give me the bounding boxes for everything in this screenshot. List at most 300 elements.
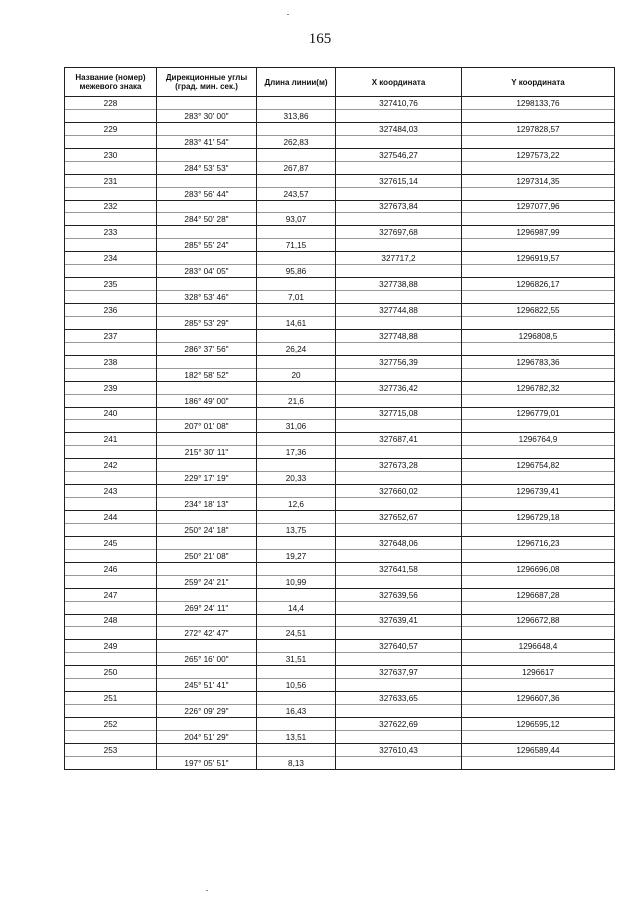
marker-name-cell [65,265,157,278]
table-row [65,394,615,407]
x-coordinate-cell: 327648,06 [336,536,462,549]
header-y-coordinate: Y координата [462,68,615,97]
line-length-cell [257,174,336,187]
line-length-cell [257,304,336,317]
marker-name-cell: 231 [65,174,157,187]
direction-angle-cell: 283° 04' 05" [157,265,257,278]
direction-angle-cell [157,511,257,524]
y-coordinate-cell: 1296648,4 [462,640,615,653]
x-coordinate-cell [336,291,462,304]
x-coordinate-cell: 327715,08 [336,407,462,420]
line-length-cell [257,226,336,239]
table-row [65,511,615,524]
y-coordinate-cell [462,523,615,536]
x-coordinate-cell [336,420,462,433]
line-length-cell [257,485,336,498]
table-row [65,174,615,187]
marker-name-cell [65,549,157,562]
marker-name-cell [65,472,157,485]
line-length-cell [257,536,336,549]
marker-name-cell [65,342,157,355]
y-coordinate-cell: 1296782,32 [462,381,615,394]
line-length-cell: 10,99 [257,575,336,588]
marker-name-cell: 238 [65,355,157,368]
y-coordinate-cell [462,239,615,252]
y-coordinate-cell [462,601,615,614]
line-length-cell: 13,51 [257,730,336,743]
y-coordinate-cell [462,549,615,562]
line-length-cell: 14,61 [257,316,336,329]
table-row [65,730,615,743]
marker-name-cell [65,187,157,200]
direction-angle-cell [157,329,257,342]
marker-name-cell: 244 [65,511,157,524]
x-coordinate-cell [336,265,462,278]
direction-angle-cell: 229° 17' 19" [157,472,257,485]
direction-angle-cell [157,536,257,549]
y-coordinate-cell [462,316,615,329]
x-coordinate-cell: 327484,03 [336,122,462,135]
x-coordinate-cell [336,523,462,536]
x-coordinate-cell [336,498,462,511]
line-length-cell [257,355,336,368]
y-coordinate-cell: 1296687,28 [462,588,615,601]
line-length-cell: 267,87 [257,161,336,174]
x-coordinate-cell [336,549,462,562]
marker-name-cell [65,420,157,433]
direction-angle-cell: 284° 50' 28" [157,213,257,226]
line-length-cell: 7,01 [257,291,336,304]
y-coordinate-cell: 1296672,88 [462,614,615,627]
y-coordinate-cell: 1296822,55 [462,304,615,317]
table-row [65,407,615,420]
line-length-cell: 313,86 [257,109,336,122]
direction-angle-cell [157,304,257,317]
line-length-cell [257,692,336,705]
y-coordinate-cell: 1296779,01 [462,407,615,420]
y-coordinate-cell [462,498,615,511]
marker-name-cell: 243 [65,485,157,498]
x-coordinate-cell: 327744,88 [336,304,462,317]
x-coordinate-cell: 327546,27 [336,148,462,161]
line-length-cell: 19,27 [257,549,336,562]
marker-name-cell: 250 [65,666,157,679]
direction-angle-cell [157,562,257,575]
x-coordinate-cell: 327633,65 [336,692,462,705]
y-coordinate-cell: 1296919,57 [462,252,615,265]
marker-name-cell [65,627,157,640]
table-row [65,627,615,640]
table-row [65,239,615,252]
marker-name-cell: 239 [65,381,157,394]
direction-angle-cell [157,381,257,394]
direction-angle-cell [157,226,257,239]
x-coordinate-cell: 327717,2 [336,252,462,265]
line-length-cell [257,666,336,679]
y-coordinate-cell: 1296783,36 [462,355,615,368]
marker-name-cell: 240 [65,407,157,420]
table-row [65,135,615,148]
table-row [65,342,615,355]
marker-name-cell: 230 [65,148,157,161]
x-coordinate-cell: 327673,84 [336,200,462,213]
line-length-cell: 13,75 [257,523,336,536]
direction-angle-cell: 182° 58' 52" [157,368,257,381]
marker-name-cell: 252 [65,718,157,731]
x-coordinate-cell: 327637,97 [336,666,462,679]
line-length-cell: 243,57 [257,187,336,200]
table-row [65,459,615,472]
direction-angle-cell: 250° 21' 08" [157,549,257,562]
table-row [65,692,615,705]
x-coordinate-cell: 327410,76 [336,97,462,110]
direction-angle-cell [157,97,257,110]
marker-name-cell: 229 [65,122,157,135]
x-coordinate-cell: 327640,57 [336,640,462,653]
x-coordinate-cell: 327639,41 [336,614,462,627]
y-coordinate-cell [462,161,615,174]
y-coordinate-cell: 1296754,82 [462,459,615,472]
y-coordinate-cell: 1296764,9 [462,433,615,446]
table-row [65,640,615,653]
direction-angle-cell: 215° 30' 11" [157,446,257,459]
table-row [65,252,615,265]
line-length-cell: 31,51 [257,653,336,666]
table-row [65,304,615,317]
marker-name-cell [65,523,157,536]
table-row [65,549,615,562]
direction-angle-cell: 259° 24' 21" [157,575,257,588]
x-coordinate-cell [336,213,462,226]
marker-name-cell: 236 [65,304,157,317]
x-coordinate-cell [336,730,462,743]
x-coordinate-cell [336,679,462,692]
marker-name-cell [65,730,157,743]
line-length-cell [257,407,336,420]
x-coordinate-cell [336,575,462,588]
direction-angle-cell: 250° 24' 18" [157,523,257,536]
marker-name-cell [65,316,157,329]
line-length-cell: 93,07 [257,213,336,226]
line-length-cell: 12,6 [257,498,336,511]
y-coordinate-cell [462,394,615,407]
direction-angle-cell [157,692,257,705]
x-coordinate-cell [336,446,462,459]
x-coordinate-cell [336,472,462,485]
y-coordinate-cell [462,368,615,381]
direction-angle-cell [157,614,257,627]
direction-angle-cell [157,433,257,446]
marker-name-cell [65,291,157,304]
line-length-cell [257,511,336,524]
y-coordinate-cell [462,342,615,355]
line-length-cell: 24,51 [257,627,336,640]
direction-angle-cell: 272° 42' 47" [157,627,257,640]
marker-name-cell [65,601,157,614]
direction-angle-cell [157,666,257,679]
direction-angle-cell [157,407,257,420]
x-coordinate-cell [336,705,462,718]
y-coordinate-cell: 1297828,57 [462,122,615,135]
table-row [65,536,615,549]
y-coordinate-cell [462,679,615,692]
x-coordinate-cell [336,601,462,614]
line-length-cell [257,329,336,342]
direction-angle-cell [157,122,257,135]
direction-angle-cell [157,174,257,187]
y-coordinate-cell: 1296808,5 [462,329,615,342]
direction-angle-cell [157,459,257,472]
y-coordinate-cell [462,575,615,588]
table-row [65,743,615,756]
x-coordinate-cell: 327736,42 [336,381,462,394]
table-row [65,187,615,200]
marker-name-cell [65,653,157,666]
y-coordinate-cell [462,627,615,640]
table-row [65,523,615,536]
marker-name-cell [65,394,157,407]
marker-name-cell: 232 [65,200,157,213]
header-direction-angle: Дирекционные углы (град. мин. сек.) [157,68,257,97]
table-row [65,265,615,278]
direction-angle-cell: 265° 16' 00" [157,653,257,666]
marker-name-cell [65,239,157,252]
x-coordinate-cell [336,653,462,666]
marker-name-cell [65,705,157,718]
line-length-cell: 95,86 [257,265,336,278]
direction-angle-cell [157,743,257,756]
marker-name-cell: 234 [65,252,157,265]
table-row [65,200,615,213]
direction-angle-cell: 286° 37' 56" [157,342,257,355]
marker-name-cell [65,213,157,226]
direction-angle-cell: 285° 53' 29" [157,316,257,329]
line-length-cell [257,640,336,653]
line-length-cell: 16,43 [257,705,336,718]
y-coordinate-cell [462,446,615,459]
y-coordinate-cell [462,705,615,718]
scan-speck-bottom [206,890,208,891]
direction-angle-cell: 283° 30' 00" [157,109,257,122]
line-length-cell [257,381,336,394]
x-coordinate-cell: 327687,41 [336,433,462,446]
line-length-cell: 26,24 [257,342,336,355]
direction-angle-cell: 234° 18' 13" [157,498,257,511]
x-coordinate-cell [336,109,462,122]
marker-name-cell [65,756,157,769]
table-header-row [65,68,615,97]
y-coordinate-cell: 1296987,99 [462,226,615,239]
line-length-cell [257,278,336,291]
table-row [65,718,615,731]
y-coordinate-cell [462,472,615,485]
marker-name-cell: 247 [65,588,157,601]
x-coordinate-cell [336,756,462,769]
table-row [65,614,615,627]
table-row [65,148,615,161]
marker-name-cell [65,161,157,174]
line-length-cell: 14,4 [257,601,336,614]
scan-speck-top [287,14,289,15]
table-row [65,498,615,511]
y-coordinate-cell: 1297314,35 [462,174,615,187]
x-coordinate-cell [336,187,462,200]
table-row [65,653,615,666]
marker-name-cell [65,575,157,588]
y-coordinate-cell [462,265,615,278]
table-row [65,226,615,239]
y-coordinate-cell: 1296696,08 [462,562,615,575]
line-length-cell [257,97,336,110]
header-x-coordinate: X координата [336,68,462,97]
table-row [65,485,615,498]
line-length-cell: 31,06 [257,420,336,433]
table-row [65,679,615,692]
table-row [65,122,615,135]
direction-angle-cell [157,200,257,213]
table-body [65,97,615,770]
marker-name-cell: 245 [65,536,157,549]
table-row [65,329,615,342]
table-row [65,355,615,368]
y-coordinate-cell [462,213,615,226]
page-number: 165 [308,31,332,47]
table-row [65,109,615,122]
x-coordinate-cell: 327738,88 [336,278,462,291]
table-row [65,278,615,291]
y-coordinate-cell: 1296739,41 [462,485,615,498]
line-length-cell [257,200,336,213]
table-row [65,433,615,446]
direction-angle-cell: 283° 56' 44" [157,187,257,200]
line-length-cell [257,718,336,731]
x-coordinate-cell [336,316,462,329]
direction-angle-cell: 197° 05' 51" [157,756,257,769]
line-length-cell [257,122,336,135]
direction-angle-cell: 245° 51' 41" [157,679,257,692]
line-length-cell [257,588,336,601]
direction-angle-cell [157,278,257,291]
table-row [65,161,615,174]
direction-angle-cell: 328° 53' 46" [157,291,257,304]
direction-angle-cell: 269° 24' 11" [157,601,257,614]
coordinates-table [64,67,615,770]
direction-angle-cell: 207° 01' 08" [157,420,257,433]
marker-name-cell: 233 [65,226,157,239]
marker-name-cell [65,368,157,381]
line-length-cell: 8,13 [257,756,336,769]
marker-name-cell: 248 [65,614,157,627]
direction-angle-cell: 284° 53' 53" [157,161,257,174]
direction-angle-cell [157,148,257,161]
y-coordinate-cell [462,420,615,433]
x-coordinate-cell: 327756,39 [336,355,462,368]
marker-name-cell: 237 [65,329,157,342]
line-length-cell [257,459,336,472]
table-row [65,316,615,329]
table-row [65,562,615,575]
direction-angle-cell: 204° 51' 29" [157,730,257,743]
x-coordinate-cell [336,368,462,381]
header-line-length: Длина линии(м) [257,68,336,97]
marker-name-cell: 251 [65,692,157,705]
marker-name-cell [65,109,157,122]
y-coordinate-cell [462,187,615,200]
y-coordinate-cell: 1296589,44 [462,743,615,756]
y-coordinate-cell [462,653,615,666]
marker-name-cell: 242 [65,459,157,472]
table-row [65,472,615,485]
y-coordinate-cell: 1296716,23 [462,536,615,549]
x-coordinate-cell: 327622,69 [336,718,462,731]
line-length-cell: 20,33 [257,472,336,485]
y-coordinate-cell: 1297077,96 [462,200,615,213]
x-coordinate-cell [336,161,462,174]
line-length-cell [257,743,336,756]
x-coordinate-cell: 327610,43 [336,743,462,756]
x-coordinate-cell: 327652,67 [336,511,462,524]
direction-angle-cell [157,588,257,601]
header-marker-name: Название (номер) межевого знака [65,68,157,97]
y-coordinate-cell: 1296729,18 [462,511,615,524]
x-coordinate-cell: 327660,02 [336,485,462,498]
y-coordinate-cell [462,756,615,769]
marker-name-cell [65,498,157,511]
direction-angle-cell: 226° 09' 29" [157,705,257,718]
table-row [65,446,615,459]
y-coordinate-cell: 1296826,17 [462,278,615,291]
marker-name-cell [65,446,157,459]
direction-angle-cell [157,355,257,368]
table-row [65,705,615,718]
table-row [65,420,615,433]
line-length-cell [257,562,336,575]
marker-name-cell [65,135,157,148]
marker-name-cell: 235 [65,278,157,291]
direction-angle-cell [157,252,257,265]
direction-angle-cell: 285° 55' 24" [157,239,257,252]
line-length-cell: 262,83 [257,135,336,148]
y-coordinate-cell: 1296617 [462,666,615,679]
line-length-cell: 71,15 [257,239,336,252]
x-coordinate-cell [336,394,462,407]
y-coordinate-cell: 1296607,36 [462,692,615,705]
x-coordinate-cell: 327641,58 [336,562,462,575]
x-coordinate-cell: 327615,14 [336,174,462,187]
x-coordinate-cell [336,342,462,355]
y-coordinate-cell: 1297573,22 [462,148,615,161]
marker-name-cell: 253 [65,743,157,756]
y-coordinate-cell [462,135,615,148]
line-length-cell [257,433,336,446]
y-coordinate-cell [462,291,615,304]
x-coordinate-cell [336,239,462,252]
y-coordinate-cell [462,109,615,122]
table-row [65,756,615,769]
x-coordinate-cell: 327697,68 [336,226,462,239]
table-row [65,368,615,381]
direction-angle-cell: 283° 41' 54" [157,135,257,148]
line-length-cell: 20 [257,368,336,381]
table-row [65,601,615,614]
marker-name-cell: 241 [65,433,157,446]
line-length-cell [257,252,336,265]
line-length-cell [257,614,336,627]
x-coordinate-cell: 327639,56 [336,588,462,601]
line-length-cell: 10,56 [257,679,336,692]
marker-name-cell: 228 [65,97,157,110]
y-coordinate-cell: 1298133,76 [462,97,615,110]
